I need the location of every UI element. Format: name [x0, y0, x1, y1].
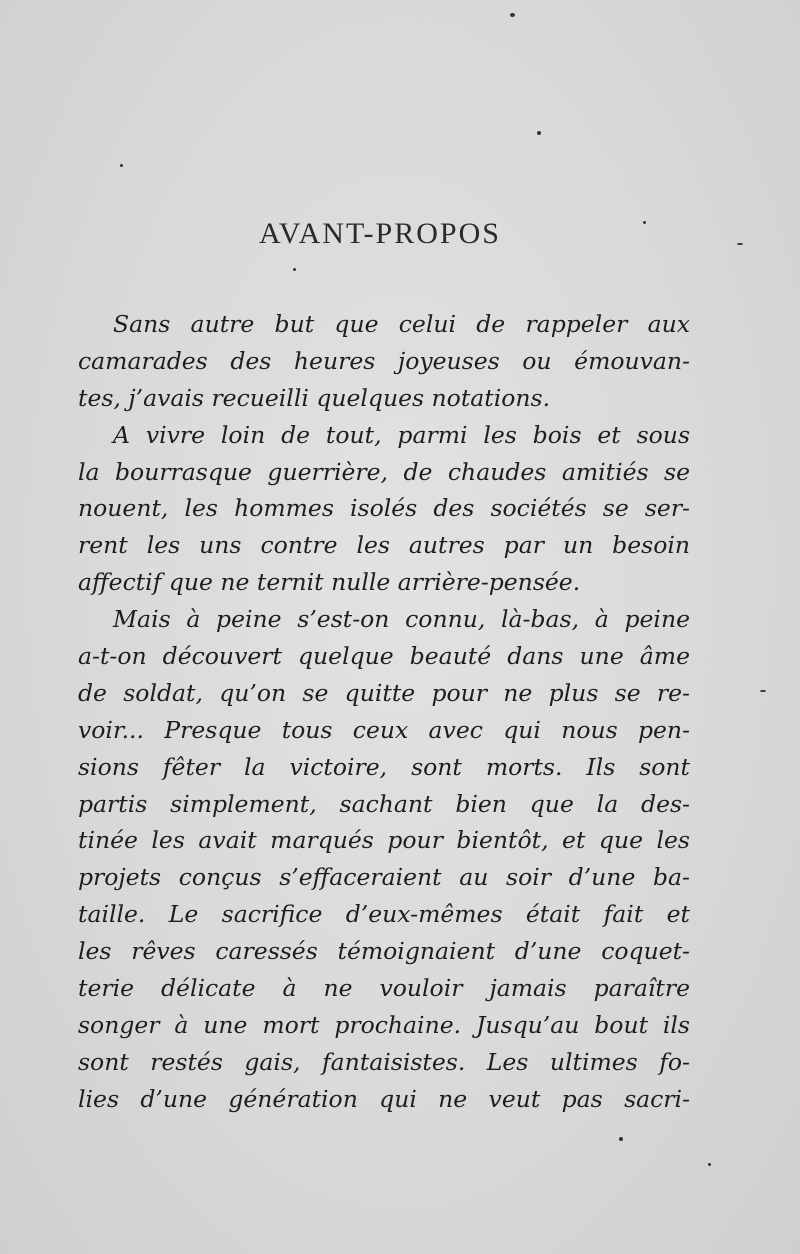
- print-speck: [760, 690, 766, 692]
- print-speck: [619, 1137, 623, 1141]
- text-line: projets conçus s’effaceraient au soir d’une ba-: [78, 863, 690, 892]
- print-speck: [120, 164, 123, 167]
- text-line: A vivre loin de tout, parmi les bois et sous: [113, 420, 690, 449]
- text-line: partis simplement, sachant bien que la des-: [78, 789, 690, 818]
- text-line: affectif que ne ternit nulle arrière-pensée.: [78, 568, 581, 597]
- text-line: nouent, les hommes isolés des sociétés se ser-: [78, 494, 690, 523]
- print-speck: [708, 1163, 711, 1166]
- text-line: taille. Le sacrifice d’eux-mêmes était fait et: [78, 900, 690, 929]
- text-line: tes, j’avais recueilli quelques notations.: [78, 383, 551, 412]
- foreword-text: [78, 306, 690, 1118]
- print-speck: [510, 13, 515, 17]
- text-line: tinée les avait marqués pour bientôt, et que les: [78, 826, 690, 855]
- text-line: Mais à peine s’est-on connu, là-bas, à peine: [113, 605, 690, 634]
- text-line: a-t-on découvert quelque beauté dans une âme: [78, 642, 690, 671]
- text-line: les rêves caressés témoignaient d’une coquet-: [78, 937, 690, 966]
- text-line: la bourrasque guerrière, de chaudes amitiés se: [78, 457, 690, 486]
- text-line: voir... Presque tous ceux avec qui nous pen-: [78, 715, 690, 744]
- text-line: Sans autre but que celui de rappeler aux: [113, 310, 690, 338]
- text-line: de soldat, qu’on se quitte pour ne plus se re-: [78, 678, 690, 707]
- text-line: sont restés gais, fantaisistes. Les ultimes fo-: [78, 1047, 690, 1076]
- page-title: AVANT-PROPOS: [259, 217, 501, 250]
- text-line: camarades des heures joyeuses ou émouvan-: [78, 346, 690, 375]
- text-line: terie délicate à ne vouloir jamais paraître: [78, 974, 690, 1003]
- text-line: songer à une mort prochaine. Jusqu’au bout ils: [78, 1010, 690, 1039]
- text-line: sions fêter la victoire, sont morts. Ils sont: [78, 752, 690, 781]
- text-line: rent les uns contre les autres par un besoin: [78, 531, 690, 560]
- print-speck: [537, 131, 541, 135]
- print-speck: [293, 268, 296, 271]
- text-line: lies d’une génération qui ne veut pas sacri-: [78, 1084, 690, 1113]
